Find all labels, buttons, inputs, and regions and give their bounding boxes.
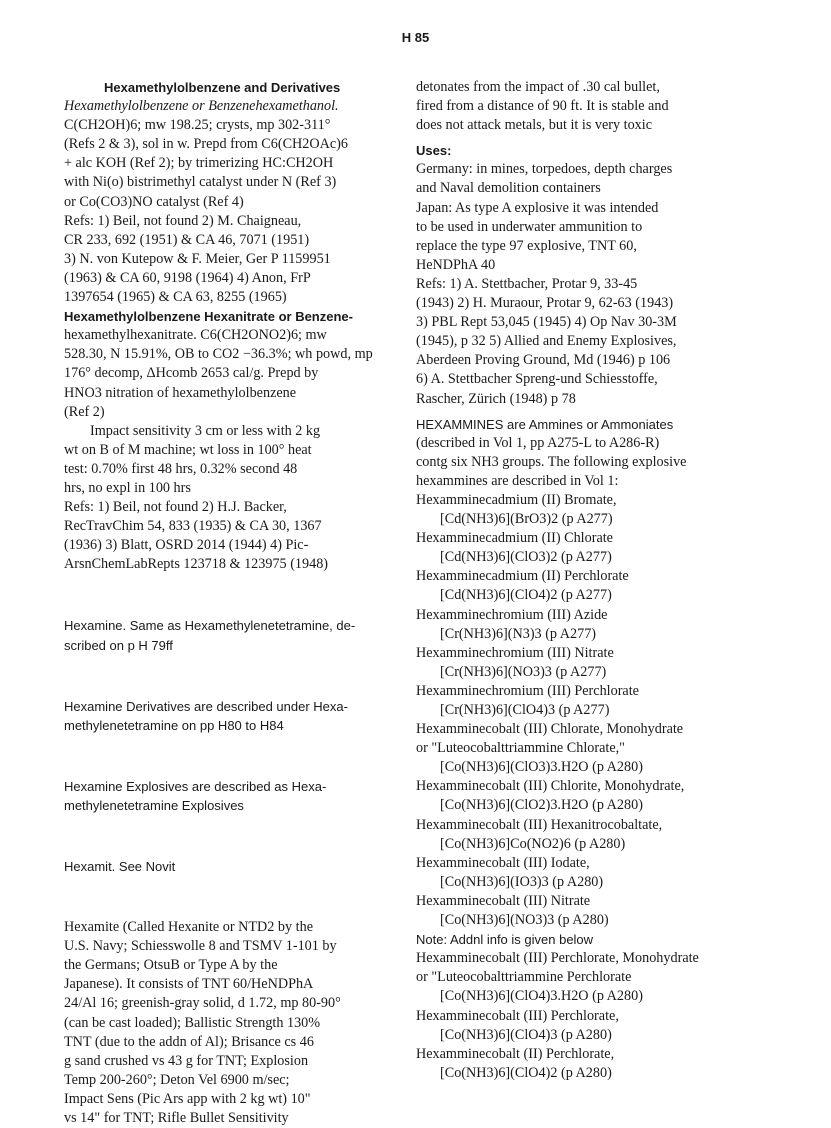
text-line: scribed on p H 79ff [64,637,173,653]
compound-formula: [Cd(NH3)6](ClO3)2 (p A277) [440,549,612,566]
compound-name: Hexamminecobalt (III) Nitrate [416,892,591,909]
hexamite-entry [64,918,409,1128]
compound-formula: [Co(NH3)6](ClO3)3.H2O (p A280) [440,759,643,776]
compound-name: Hexamminechromium (III) Perchlorate [416,682,639,699]
text-line: 176° decomp, ΔHcomb 2653 cal/g. Prepd by [64,365,319,382]
text-line: Hexamine. Same as Hexamethylenetetramine, de- [64,618,356,634]
compound-name: Hexamminechromium (III) Nitrate [416,644,614,661]
text-line: methylenetetramine Explosives [64,797,244,813]
text-line: 3) PBL Rept 53,045 (1945) 4) Op Nav 30-3M [416,314,677,331]
text-line: Temp 200-260°; Deton Vel 6900 m/sec; [64,1071,290,1088]
text-line: with Ni(o) bistrimethyl catalyst under N (Ref 3) [64,174,337,191]
text-line: Aberdeen Proving Ground, Md (1946) p 106 [416,352,671,369]
compound-formula: [Co(NH3)6](ClO2)3.H2O (p A280) [440,797,643,814]
compound-formula: [Co(NH3)6](NO3)3 (p A280) [440,912,609,929]
compound-name-alt: or "Luteocobalttriammine Perchlorate [416,969,632,986]
text-line: detonates from the impact of .30 cal bullet, [416,79,660,95]
compound-name: Hexamminecobalt (III) Chlorate, Monohydrate [416,721,684,738]
hexammines-heading-line: HEXAMMINES are Ammines or Ammoniates [416,416,674,432]
page-number: H 85 [401,30,430,45]
compound-formula: [Cd(NH3)6](ClO4)2 (p A277) [440,587,612,604]
compound-formula: [Cr(NH3)6](NO3)3 (p A277) [440,663,607,680]
text-line: Impact sensitivity 3 cm or less with 2 kg [90,422,321,439]
compound-formula: [Co(NH3)6](ClO4)3.H2O (p A280) [440,988,643,1005]
text-line: Germany: in mines, torpedoes, depth charges [416,161,673,178]
text-line: Hexamite (Called Hexanite or NTD2 by the [64,919,313,936]
note-line: Note: Addnl info is given below [416,932,594,948]
compound-name: Hexamminecobalt (III) Perchlorate, [416,1007,619,1024]
text-line: fired from a distance of 90 ft. It is stable and [416,98,669,115]
text-line: 528.30, N 15.91%, OB to CO2 −36.3%; wh powd, mp [64,346,373,363]
text-line: does not attack metals, but it is very toxic [416,117,653,134]
text-line: (described in Vol 1, pp A275-L to A286-R) [416,434,660,451]
text-line: test: 0.70% first 48 hrs, 0.32% second 48 [64,460,298,477]
text-line: (1943) 2) H. Muraour, Protar 9, 62-63 (1943) [416,295,674,312]
text-line: 1397654 (1965) & CA 63, 8255 (1965) [64,289,287,306]
text-line: C(CH2OH)6; mw 198.25; crysts, mp 302-311° [64,117,331,134]
left-column [64,78,409,1128]
text-line: U.S. Navy; Schiesswolle 8 and TSMV 1-101 by [64,938,337,955]
hexamit-entry: Hexamit. See Novit [64,859,176,874]
compound-name: Hexamminecobalt (III) Iodate, [416,854,590,871]
text-line: or Co(CO3)NO catalyst (Ref 4) [64,193,244,210]
text-line: (Ref 2) [64,403,105,420]
text-line: Hexamine Explosives are described as Hexa- [64,778,327,794]
text-line: hrs, no expl in 100 hrs [64,479,191,496]
uses-block [416,160,771,275]
text-line: HNO3 nitration of hexamethylolbenzene [64,384,297,401]
text-line: Hexamine Derivatives are described under Hexa- [64,698,348,714]
hexanitrate-entry [64,307,409,422]
text-line: 24/Al 16; greenish-gray solid, d 1.72, mp 80-90° [64,995,341,1012]
text-line: 3) N. von Kutepow & F. Meier, Ger P 1159951 [64,250,331,267]
text-line: vs 14" for TNT; Rifle Bullet Sensitivity [64,1110,289,1127]
hexamethylolbenzene-entry [64,97,409,307]
hexamine-entry [64,616,409,654]
compound-list-after-note [416,949,771,1083]
compound-formula: [Co(NH3)6](ClO4)2 (p A280) [440,1064,612,1081]
compound-formula: [Cr(NH3)6](ClO4)3 (p A277) [440,702,610,718]
compound-formula: [Co(NH3)6](IO3)3 (p A280) [440,873,604,890]
text-line: 6) A. Stettbacher Spreng-und Schiesstoffe, [416,371,658,388]
text-line: CR 233, 692 (1951) & CA 46, 7071 (1951) [64,231,310,248]
refs-block [416,275,771,409]
text-line: (Refs 2 & 3), sol in w. Prepd from C6(CH2OAc)6 [64,136,348,153]
text-line: Impact Sens (Pic Ars app with 2 kg wt) 10" [64,1090,311,1107]
text-line: hexamethylhexanitrate. C6(CH2ONO2)6; mw [64,327,327,344]
text-line: (1936) 3) Blatt, OSRD 2014 (1944) 4) Pic- [64,537,309,554]
hexanitrate-heading: Hexamethylolbenzene Hexanitrate or Benzene- [64,309,353,325]
text-line: to be used in underwater ammunition to [416,218,643,235]
refs-line: Refs: 1) Beil, not found 2) H.J. Backer, [64,499,287,516]
refs-line: Refs: 1) A. Stettbacher, Protar 9, 33-45 [416,275,638,292]
text-line: (1963) & CA 60, 9198 (1964) 4) Anon, FrP [64,269,311,286]
compound-formula: [Co(NH3)6]Co(NO2)6 (p A280) [440,835,626,852]
text-line: (can be cast loaded); Ballistic Strength 130% [64,1014,321,1031]
text-line: the Germans; OtsuB or Type A by the [64,957,278,974]
text-line: RecTravChim 54, 833 (1935) & CA 30, 1367 [64,518,322,535]
impact-paragraph [64,422,409,575]
section-heading-hexamethylolbenzene: Hexamethylolbenzene and Derivatives [104,80,341,95]
compound-formula: [Cd(NH3)6](BrO3)2 (p A277) [440,511,613,528]
refs-line: Refs: 1) Beil, not found 2) M. Chaigneau, [64,212,302,229]
compound-name: Hexamminecadmium (II) Perchlorate [416,568,629,585]
hexamite-continued [416,78,771,135]
hexamine-derivatives-entry [64,697,409,735]
text-line: Japan: As type A explosive it was intended [416,199,659,216]
compound-name-alt: or "Luteocobalttriammine Chlorate," [416,740,625,757]
compound-formula: [Co(NH3)6](ClO4)3 (p A280) [440,1026,612,1043]
hexammines-entry [416,415,771,491]
text-line: wt on B of M machine; wt loss in 100° heat [64,441,312,458]
text-line: methylenetetramine on pp H80 to H84 [64,717,284,733]
text-line: hexammines are described in Vol 1: [416,472,619,489]
compound-name: Hexamminecadmium (II) Bromate, [416,491,617,508]
text-line: HeNDPhA 40 [416,256,496,273]
text-line: Rascher, Zürich (1948) p 78 [416,390,576,407]
compound-name: Hexamminecadmium (II) Chlorate [416,530,613,547]
right-column [416,78,771,1083]
text-line: Japanese). It consists of TNT 60/HeNDPhA [64,976,314,993]
text-line: contg six NH3 groups. The following explosive [416,453,687,470]
text-line: (1945), p 32 5) Allied and Enemy Explosives, [416,333,677,350]
compound-formula: [Cr(NH3)6](N3)3 (p A277) [440,625,597,642]
uses-label: Uses: [416,143,452,159]
compound-list [416,491,771,930]
compound-name: Hexamminechromium (III) Azide [416,606,608,623]
text-line: TNT (due to the addn of Al); Brisance cs 46 [64,1033,314,1050]
text-line: + alc KOH (Ref 2); by trimerizing HC:CH2OH [64,155,334,172]
text-line: ArsnChemLabRepts 123718 & 123975 (1948) [64,556,329,573]
text-line: g sand crushed vs 43 g for TNT; Explosion [64,1052,309,1069]
compound-name: Hexamminecobalt (II) Perchlorate, [416,1045,615,1062]
hexamine-explosives-entry [64,777,409,815]
text-line: Hexamethylolbenzene or Benzenehexamethanol. [64,98,339,115]
text-line: replace the type 97 explosive, TNT 60, [416,237,637,254]
text-line: and Naval demolition containers [416,180,601,197]
compound-name: Hexamminecobalt (III) Chlorite, Monohydrate, [416,778,685,795]
compound-name: Hexamminecobalt (III) Perchlorate, Monohydrate [416,950,699,967]
compound-name: Hexamminecobalt (III) Hexanitrocobaltate, [416,816,663,833]
